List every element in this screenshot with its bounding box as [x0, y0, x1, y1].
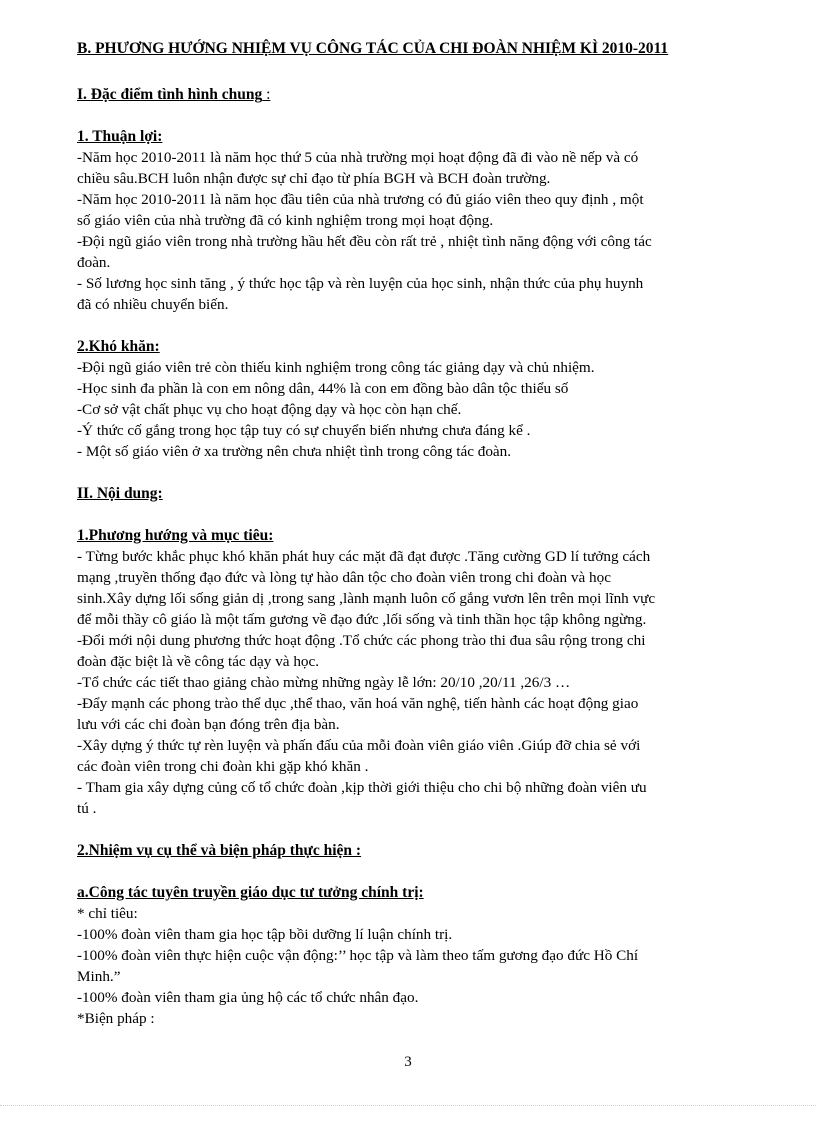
section-2-heading: II. Nội dung:	[77, 485, 163, 502]
section-2-1-body	[77, 546, 737, 819]
paragraph-line: -Đội ngũ giáo viên trong nhà trường hầu hết đều còn rất trẻ , nhiệt tình năng động với công tác	[77, 233, 652, 250]
paragraph-line: *Biện pháp :	[77, 1010, 155, 1027]
paragraph-line: - Số lương học sinh tăng , ý thức học tập và rèn luyện của học sinh, nhận thức của phụ huynh	[77, 275, 644, 292]
paragraph-line: -Ý thức cố gắng trong học tập tuy có sự chuyển biến nhưng chưa đáng kể .	[77, 422, 531, 439]
paragraph-line: chiều sâu.BCH luôn nhận được sự chỉ đạo từ phía BGH và BCH đoàn trường.	[77, 170, 551, 187]
paragraph-line: tú .	[77, 800, 97, 817]
paragraph-line: -Đội ngũ giáo viên trẻ còn thiếu kinh nghiệm trong công tác giảng dạy và chủ nhiệm.	[77, 359, 595, 376]
section-1-2-heading: 2.Khó khăn:	[77, 338, 160, 355]
paragraph-line: đã có nhiều chuyển biến.	[77, 296, 229, 313]
paragraph-line: -100% đoàn viên thực hiện cuộc vận động:’’ học tập và làm theo tấm gương đạo đức Hồ Chí	[77, 947, 639, 964]
document-page	[77, 38, 737, 1029]
section-1-heading-suffix: :	[262, 86, 271, 103]
section-1-heading-text: I. Đặc điểm tình hình chung	[77, 86, 263, 103]
section-1-2-body	[77, 357, 737, 462]
section-2-1-heading: 1.Phương hướng và mục tiêu:	[77, 527, 274, 544]
document-title: B. PHƯƠNG HƯỚNG NHIỆM VỤ CÔNG TÁC CỦA CHI ĐOÀN NHIỆM KÌ 2010-2011	[77, 40, 669, 57]
paragraph-line: - Một số giáo viên ở xa trường nên chưa nhiệt tình trong công tác đoàn.	[77, 443, 512, 460]
paragraph-line: Minh.”	[77, 968, 121, 985]
paragraph-line: -Đẩy mạnh các phong trào thể dục ,thể thao, văn hoá văn nghệ, tiến hành các hoạt động giao	[77, 695, 639, 712]
paragraph-line: -Năm học 2010-2011 là năm học thứ 5 của nhà trường mọi hoạt động đã đi vào nề nếp và có	[77, 149, 639, 166]
paragraph-line: -Cơ sở vật chất phục vụ cho hoạt động dạy và học còn hạn chế.	[77, 401, 462, 418]
paragraph-line: -100% đoàn viên tham gia ủng hộ các tổ chức nhân đạo.	[77, 989, 419, 1006]
paragraph-line: * chỉ tiêu:	[77, 905, 138, 922]
page-number: 3	[404, 1054, 412, 1070]
section-1-1-body	[77, 147, 737, 315]
paragraph-line: sinh.Xây dựng lối sống giản dị ,trong sang ,lành mạnh luôn cố gắng vươn lên trên mọi lĩnh vực	[77, 590, 656, 607]
paragraph-line: đoàn đặc biệt là về công tác dạy và học.	[77, 653, 320, 670]
paragraph-line: -Tổ chức các tiết thao giảng chào mừng những ngày lễ lớn: 20/10 ,20/11 ,26/3 …	[77, 674, 571, 691]
section-1-heading	[77, 84, 737, 106]
paragraph-line: -Xây dựng ý thức tự rèn luyện và phấn đấu của mỗi đoàn viên giáo viên .Giúp đỡ chia sẻ với	[77, 737, 641, 754]
section-2-2-a-heading: a.Công tác tuyên truyền giáo dục tư tưởng chính trị:	[77, 884, 424, 901]
paragraph-line: số giáo viên của nhà trường đã có kinh nghiệm trong mọi hoạt động.	[77, 212, 494, 229]
paragraph-line: -Năm học 2010-2011 là năm học đầu tiên của nhà trương có đủ giáo viên theo quy định , một	[77, 191, 644, 208]
section-2-2-heading: 2.Nhiệm vụ cụ thể và biện pháp thực hiện :	[77, 842, 362, 859]
paragraph-line: mạng ,truyền thống đạo đức và lòng tự hào dân tộc cho đoàn viên trong chi đoàn và học	[77, 569, 611, 586]
paragraph-line: -Đổi mới nội dung phương thức hoạt động .Tổ chức các phong trào thi đua sâu rộng trong chi	[77, 632, 646, 649]
paragraph-line: để mỗi thầy cô giáo là một tấm gương về đạo đức ,lối sống và tinh thần học tập không ngừng.	[77, 611, 647, 628]
paragraph-line: -100% đoàn viên tham gia học tập bồi dưỡng lí luận chính trị.	[77, 926, 453, 943]
paragraph-line: đoàn.	[77, 254, 111, 271]
paragraph-line: lưu với các chi đoàn bạn đóng trên địa bàn.	[77, 716, 340, 733]
section-2-2-a-body	[77, 903, 737, 1029]
paragraph-line: - Từng bước khắc phục khó khăn phát huy các mặt đã đạt được .Tăng cường GD lí tưởng cách	[77, 548, 651, 565]
page-bottom-divider	[0, 1105, 816, 1106]
section-1-1-heading: 1. Thuận lợi:	[77, 128, 163, 145]
paragraph-line: các đoàn viên trong chi đoàn khi gặp khó khăn .	[77, 758, 369, 775]
paragraph-line: - Tham gia xây dựng củng cố tổ chức đoàn ,kịp thời giới thiệu cho chi bộ những đoàn viên ưu	[77, 779, 647, 796]
paragraph-line: -Học sinh đa phần là con em nông dân, 44% là con em đồng bào dân tộc thiểu số	[77, 380, 569, 397]
